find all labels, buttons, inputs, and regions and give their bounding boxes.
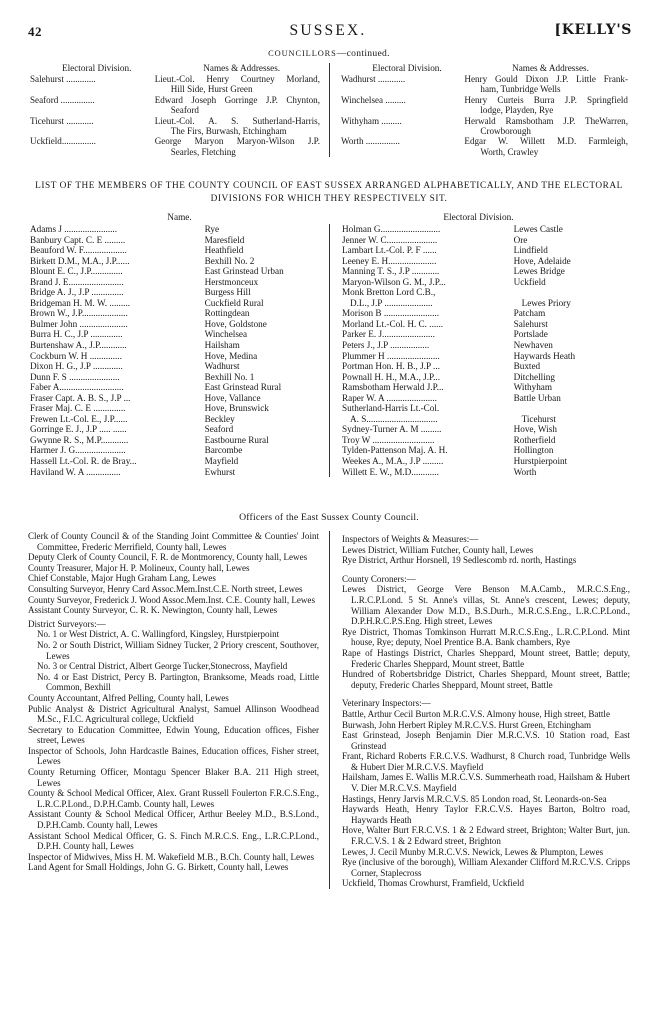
councillor-division: Ticehurst ............	[30, 115, 94, 126]
member-electoral-division: Lindfield	[513, 245, 548, 256]
member-name: Troy W ...........................	[342, 434, 435, 445]
member-electoral-division: Rottingdean	[204, 308, 250, 319]
member-name: A. S...............................	[350, 413, 438, 424]
councillor-address-line2: Hill Side, Hurst Green	[170, 84, 253, 95]
member-name: Frewen Lt.-Col. E., J.P......	[30, 413, 128, 424]
officer-entry: County Treasurer, Major H. P. Molineux, County hall, Lewes	[28, 562, 250, 573]
page-folio: 42	[28, 24, 42, 39]
officer-entry: Assistant School Medical Officer, G. S. Finch M.R.C.S. Eng., L.R.C.P.Lond., D.P.H. County hall, Lewes	[28, 830, 319, 852]
officer-entry: No. 4 or East District, Percy B. Partington, Branksome, Meads road, Little Common, Bexhill	[37, 671, 319, 693]
header-electoral-division: Electoral Division.	[443, 213, 514, 223]
header-electoral-division: Electoral Division.	[372, 63, 442, 73]
officer-entry: Hove, Walter Burt F.R.C.V.S. 1 & 2 Edward street, Brighton; Walter Burt, jun. F.R.C.V.S. 1 & 2 Edward street, Brighton	[342, 825, 630, 847]
member-electoral-division: Beckley	[204, 413, 235, 424]
officer-entry: East Grinstead, Joseph Benjamin Dier M.R.C.V.S. 10 Station road, East Grinstead	[342, 730, 630, 751]
member-name: Jenner W. C......................	[342, 234, 438, 245]
member-electoral-division: Ticehurst	[521, 413, 556, 424]
member-name: Lambart Lt.-Col. P. F ......	[342, 245, 437, 256]
officer-entry: Burwash, John Herbert Ripley M.R.C.V.S. Hurst Green, Etchingham	[342, 719, 592, 730]
member-electoral-division: Ditchelling	[513, 371, 555, 382]
member-electoral-division: Seaford	[204, 424, 234, 435]
member-name: Fraser Capt. A. B. S., J.P ...	[30, 392, 131, 403]
member-entry	[342, 224, 628, 235]
councillor-division: Winchelsea .........	[341, 94, 406, 105]
member-entry	[30, 445, 321, 456]
officer-entry: Consulting Surveyor, Henry Card Assoc.Mem.Inst.C.E. North street, Lewes	[28, 583, 303, 594]
officer-entry: Clerk of County Council & of the Standing Joint Committee & Counties' Joint Committee, Frederic Merrifield, County hall, Lewes	[28, 531, 319, 552]
member-entry	[342, 424, 628, 435]
officers-group-heading: District Surveyors:—	[28, 618, 106, 629]
member-entry	[342, 361, 628, 372]
member-name: Leeney E. H.....................	[342, 255, 437, 266]
member-entry	[30, 435, 321, 446]
officer-entry: No. 1 or West District, A. C. Wallingford, Kingsley, Hurstpierpoint	[37, 629, 280, 640]
member-name: Dunn F. S ......................	[30, 371, 120, 382]
officer-entry: County & School Medical Officer, Alex. Grant Russell Foulerton F.R.C.S.Eng., L.R.C.P.Lond., D.P.H.Camb. County hall, Lewes	[28, 788, 319, 809]
councillor-entry	[341, 136, 628, 157]
member-entry	[342, 382, 628, 393]
councillor-address-line2: Seaford	[170, 105, 199, 116]
member-name: Dixon H. G., J.P .............	[30, 361, 123, 372]
councillor-division: Wadhurst ............	[341, 74, 406, 84]
member-name: Gorringe E. J., J.P ..... ......	[30, 424, 127, 435]
councillor-address-line2: Worth, Crawley	[480, 146, 539, 157]
member-entry	[30, 424, 321, 435]
officer-entry: Frant, Richard Roberts F.R.C.V.S. Wadhurst, 8 Church road, Tunbridge Wells & Hubert Dier M.R.C.V.S. Mayfield	[342, 751, 630, 772]
officers-column-left	[28, 531, 329, 889]
officer-entry: County Surveyor, Frederick J. Wood Assoc.Mem.Inst. C.E. County hall, Lewes	[28, 594, 315, 605]
councillor-address-line2: Crowborough	[480, 126, 531, 137]
member-entry	[342, 372, 628, 383]
officer-entry: No. 2 or South District, William Sidney Tucker, 2 Priory crescent, Southover, Lewes	[37, 639, 319, 661]
member-name: D.L., J.P .....................	[350, 297, 433, 308]
councillor-division: Uckfield...............	[30, 136, 96, 147]
member-entry	[342, 235, 628, 246]
member-name: Burra H. C., J.P ..............	[30, 329, 123, 340]
member-electoral-division: Uckfield	[513, 276, 546, 287]
members-column-headers	[30, 213, 628, 223]
councillor-division: Salehurst .............	[30, 74, 96, 84]
member-name: Maryon-Wilson G. M., J.P...	[342, 276, 446, 287]
member-entry	[30, 277, 321, 288]
councillor-entry	[341, 74, 628, 95]
member-electoral-division: Maresfield	[204, 234, 245, 245]
officers-group-heading: County Coroners:—	[342, 573, 416, 584]
councillors-label: COUNCILLORS	[268, 49, 337, 58]
member-name: Birkett D.M., M.A., J.P......	[30, 255, 130, 266]
member-electoral-division: Barcombe	[204, 445, 243, 456]
member-entry	[342, 277, 628, 288]
member-name: Raper W. A ......................	[342, 392, 437, 403]
member-entry	[342, 266, 628, 277]
member-name: Monk Bretton Lord C.B.,	[342, 287, 436, 298]
officer-entry: Haywards Heath, Henry Taylor F.R.C.V.S. Hayes Barton, Boltro road, Haywards Heath	[342, 804, 630, 825]
member-entry	[342, 245, 628, 256]
member-entry	[342, 287, 628, 298]
member-entry	[30, 351, 321, 362]
member-electoral-division: Battle Urban	[513, 392, 561, 403]
councillor-division: Worth ...............	[341, 136, 400, 147]
officer-entry: Deputy Clerk of County Council, F. R. de Montmorency, County hall, Lewes	[28, 552, 308, 563]
member-entry	[342, 298, 628, 309]
councillor-division: Withyham .........	[341, 115, 402, 126]
councillor-entry	[30, 74, 320, 95]
officer-entry: Rye (inclusive of the borough), William Alexander Clifford M.R.C.V.S. Cripps Corner, Staplecross	[342, 857, 630, 878]
member-electoral-division: Portslade	[513, 329, 548, 340]
member-entry	[30, 372, 321, 383]
member-entry	[342, 351, 628, 362]
member-name: Parker E. J.......................	[342, 329, 435, 340]
officer-entry: Inspector of Midwives, Miss H. M. Wakefield M.B., B.Ch. County hall, Lewes	[28, 851, 315, 862]
councillor-address: Edgar W. Willett M.D. Farmleigh, Worth, Crawley	[464, 136, 628, 157]
members-list-heading-line1: LIST OF THE MEMBERS OF THE COUNTY COUNCIL OF EAST SUSSEX ARRANGED ALPHABETICALLY, AND THE ELECTORAL	[35, 181, 623, 191]
member-electoral-division: Bexhill No. 2	[204, 255, 255, 266]
officers-column-right	[329, 531, 630, 889]
member-name: Morland Lt.-Col. H. C. ......	[342, 318, 444, 329]
member-name: Brand J. E........................	[30, 276, 124, 287]
member-name: Sydney-Turner A. M .........	[342, 424, 442, 435]
members-list-heading	[30, 180, 628, 206]
member-entry	[30, 298, 321, 309]
member-name: Plummer H .......................	[342, 350, 440, 361]
councillor-entry	[30, 95, 320, 116]
officers-group-heading: Veterinary Inspectors:—	[342, 698, 431, 709]
member-electoral-division: Patcham	[513, 308, 546, 319]
officers-section-title: Officers of the East Sussex County Council.	[239, 512, 419, 523]
member-name: Bridgeman H. M. W. .........	[30, 297, 131, 308]
member-electoral-division: Winchelsea	[204, 329, 248, 340]
officers-group-gap	[342, 690, 630, 695]
officer-entry: County Accountant, Alfred Pelling, County hall, Lewes	[28, 692, 229, 703]
member-electoral-division: Hove, Adelaide	[513, 255, 571, 266]
member-electoral-division: Wadhurst	[204, 361, 240, 372]
member-name: Brown W., J.P....................	[30, 308, 128, 319]
member-electoral-division: Rye	[204, 224, 220, 234]
member-electoral-division: East Grinstead Rural	[204, 382, 282, 393]
councillor-entry	[30, 136, 320, 157]
officer-entry: Lewes District, William Futcher, County hall, Lewes	[342, 544, 534, 555]
member-entry	[342, 329, 628, 340]
officer-entry: Rape of Hastings District, Charles Sheppard, Mount street, Battle; deputy, Frederic Charles Sheppard, Mount street, Battle	[342, 647, 630, 669]
councillor-address: Lieut.-Col. A. S. Sutherland-Harris, The Firs, Burwash, Etchingham	[154, 115, 320, 137]
member-electoral-division: Cuckfield Rural	[204, 297, 264, 308]
member-entry	[342, 340, 628, 351]
member-entry	[30, 361, 321, 372]
member-entry	[342, 308, 628, 319]
member-name: Fraser Maj. C. E ..............	[30, 403, 126, 414]
header-names-addresses: Names & Addresses.	[203, 63, 281, 73]
member-electoral-division: Bexhill No. 1	[204, 371, 255, 382]
member-entry	[30, 224, 321, 235]
member-electoral-division: Withyham	[513, 382, 553, 393]
councillors-column-left	[30, 63, 329, 157]
councillors-column-headers-left	[30, 63, 320, 73]
member-name: Burtenshaw A., J.P............	[30, 340, 127, 351]
officer-entry: Chief Constable, Major Hugh Graham Lang, Lewes	[28, 573, 216, 584]
member-electoral-division: Buxted	[513, 361, 541, 372]
member-name: Banbury Capt. C. E .........	[30, 234, 126, 245]
member-entry	[30, 393, 321, 404]
member-name: Sutherland-Harris Lt.-Col.	[342, 403, 440, 414]
councillor-address: Lieut.-Col. Henry Courtney Morland, Hill Side, Hurst Green	[154, 74, 320, 95]
member-name: Faber A............................	[30, 382, 124, 393]
member-entry	[30, 403, 321, 414]
member-electoral-division: Newhaven	[513, 340, 553, 351]
member-electoral-division: Hurstpierpoint	[513, 456, 568, 467]
councillor-address-line2: ham, Tunbridge Wells	[480, 84, 561, 95]
member-electoral-division: Salehurst	[513, 318, 548, 329]
member-entry	[30, 319, 321, 330]
member-entry	[30, 382, 321, 393]
officer-entry: Land Agent for Small Holdings, John G. G. Birkett, County hall, Lewes	[28, 862, 289, 873]
officer-entry: Uckfield, Thomas Crowhurst, Framfield, Uckfield	[342, 878, 524, 889]
member-electoral-division: Lewes Castle	[513, 224, 563, 234]
member-entry	[30, 329, 321, 340]
member-entry	[342, 456, 628, 467]
member-name: Hassell Lt.-Col. R. de Bray...	[30, 456, 137, 467]
member-name: Willett E. W., M.D............	[342, 466, 439, 477]
officer-entry: Rye District, Arthur Horsnell, 19 Sedlescomb rd. north, Hastings	[342, 555, 577, 566]
officer-entry: No. 3 or Central District, Albert George Tucker,Stonecross, Mayfield	[37, 661, 288, 672]
member-electoral-division: Hove, Wish	[513, 424, 557, 435]
officer-entry: Lewes District, George Vere Benson M.A.Camb., M.R.C.S.Eng., L.R.C.P.Lond. 5 St. Anne's villas, St. Anne's crescent, Lewes; deputy, William Alexander Dow M.D., B.S.Durh., M.R.C.S.Eng., L.R.C.P.Lond., D.P.H.R.C.P.S.Eng. High street, Lewes	[342, 584, 630, 627]
member-entry	[30, 245, 321, 256]
member-name: Portman Hon. H. B., J.P ...	[342, 361, 440, 372]
councillor-address-line2: Searles, Fletching	[170, 146, 236, 157]
member-electoral-division: Ewhurst	[204, 466, 236, 477]
member-electoral-division: Lewes Priory	[521, 297, 571, 308]
councillors-continued-suffix: —continued.	[336, 48, 390, 59]
member-entry	[30, 235, 321, 246]
councillor-division: Seaford ...............	[30, 94, 95, 105]
officer-entry: Lewes, J. Cecil Munby M.R.C.V.S. Newick, Lewes & Plumpton, Lewes	[342, 846, 604, 857]
councillor-address: Henry Curteis Burra J.P. Springfield lodge, Playden, Rye	[464, 94, 628, 116]
officers-group-heading: Inspectors of Weights & Measures:—	[342, 534, 479, 544]
officer-entry: Assistant County & School Medical Officer, Arthur Beeley M.D., B.S.Lond., D.P.H.Camb. County hall, Lewes	[28, 809, 319, 831]
councillors-column-right	[329, 63, 628, 157]
member-name: Blount E. C., J.P..............	[30, 266, 123, 277]
member-name: Manning T. S., J.P ............	[342, 266, 440, 277]
member-electoral-division: Lewes Bridge	[513, 266, 565, 277]
publisher-mark: [KELLY'S	[554, 22, 632, 38]
member-name: Adams J .......................	[30, 224, 118, 234]
member-entry	[30, 308, 321, 319]
councillor-entry	[341, 95, 628, 116]
member-electoral-division: Worth	[513, 466, 537, 477]
member-name: Tylden-Pattenson Maj. A. H.	[342, 445, 448, 456]
councillor-address-line2: The Firs, Burwash, Etchingham	[170, 126, 287, 137]
officer-entry: Assistant County Surveyor, C. R. K. Newington, County hall, Lewes	[28, 605, 278, 616]
member-entry	[342, 445, 628, 456]
councillors-column-headers-right	[341, 63, 628, 73]
member-name: Gwynne R. S., M.P............	[30, 434, 129, 445]
member-electoral-division: Ore	[513, 234, 528, 245]
member-entry	[342, 256, 628, 267]
member-electoral-division: Heathfield	[204, 245, 244, 256]
officer-entry: Battle, Arthur Cecil Burton M.R.C.V.S. Almony house, High street, Battle	[342, 708, 610, 719]
member-electoral-division: Mayfield	[204, 456, 239, 467]
member-entry	[342, 319, 628, 330]
member-electoral-division: Herstmonceux	[204, 276, 259, 287]
member-electoral-division: Hailsham	[204, 340, 240, 351]
member-electoral-division: Rotherfield	[513, 434, 556, 445]
officer-entry: Hastings, Henry Jarvis M.R.C.V.S. 85 London road, St. Leonards-on-Sea	[342, 793, 607, 804]
member-electoral-division: Eastbourne Rural	[204, 434, 269, 445]
member-entry	[342, 435, 628, 446]
officers-section	[28, 512, 630, 889]
officer-entry: Hailsham, James E. Wallis M.R.C.V.S. Summerheath road, Hailsham & Hubert V. Dier M.R.C.V.S. Mayfield	[342, 772, 630, 794]
councillor-address-line2: lodge, Playden, Rye	[480, 105, 554, 116]
page-title: SUSSEX.	[289, 22, 367, 39]
member-entry	[30, 287, 321, 298]
member-entry	[342, 414, 628, 425]
officer-entry: Secretary to Education Committee, Edwin Young, Education offices, Fisher street, Lewes	[28, 724, 319, 746]
member-name: Haviland W. A ...............	[30, 466, 121, 477]
member-entry	[30, 266, 321, 277]
header-name: Name.	[167, 213, 192, 223]
member-entry	[342, 393, 628, 404]
header-electoral-division: Electoral Division.	[61, 63, 132, 73]
member-entry	[30, 340, 321, 351]
member-name: Bridge A. J., J.P ..............	[30, 287, 124, 298]
member-entry	[342, 403, 628, 414]
councillor-address: Herwald Ramsbotham J.P. TheWarren, Crowborough	[464, 115, 628, 137]
officer-entry: Public Analyst & District Agricultural Analyst, Samuel Allinson Woodhead M.Sc., F.I.C. Agricultural college, Uckfield	[28, 703, 319, 725]
councillor-entry	[341, 116, 628, 137]
member-name: Morison B ........................	[342, 308, 439, 319]
officers-group-gap	[342, 566, 630, 571]
member-name: Harmer J. G......................	[30, 445, 126, 456]
officer-entry: Hundred of Robertsbridge District, Charles Sheppard, Mount street, Battle; deputy, Frederic Charles Sheppard, Mount street, Battle	[342, 669, 630, 690]
member-electoral-division: Hove, Brunswick	[204, 403, 269, 414]
members-column-right	[329, 224, 628, 477]
officer-entry: County Returning Officer, Montagu Spencer Blaker B.A. 211 High street, Lewes	[28, 767, 319, 788]
councillors-section	[30, 48, 628, 157]
member-name: Bulmer John .....................	[30, 318, 128, 329]
councillors-continued-heading	[30, 48, 628, 59]
member-name: Ramsbotham Herwald J.P...	[342, 382, 444, 393]
member-electoral-division: Hove, Goldstone	[204, 318, 267, 329]
member-electoral-division: Hollington	[513, 445, 554, 456]
member-entry	[342, 467, 628, 478]
officer-entry: Rye District, Thomas Tomkinson Hurratt M.R.C.S.Eng., L.R.C.P.Lond. Mint house, Rye; deputy, Noel Prentice B.A. Bank chambers, Rye	[342, 626, 630, 648]
member-name: Beauford W. F...................	[30, 245, 127, 256]
member-name: Weekes A., M.A., J.P .........	[342, 456, 444, 467]
member-electoral-division: Hove, Vallance	[204, 392, 261, 403]
member-electoral-division: Burgess Hill	[204, 287, 251, 298]
officer-entry: Inspector of Schools, John Hardcastle Baines, Education offices, Fisher street, Lewes	[28, 745, 319, 767]
member-electoral-division: Hove, Medina	[204, 350, 258, 361]
member-name: Holman G..........................	[342, 224, 441, 234]
councillor-address: George Maryon Maryon-Wilson J.P. Searles, Fletching	[154, 136, 320, 157]
members-column-left	[30, 224, 329, 477]
members-list-heading-line2: DIVISIONS FOR WHICH THEY RESPECTIVELY SIT.	[210, 194, 448, 204]
councillor-entry	[30, 116, 320, 137]
member-name: Peters J., J.P .................	[342, 340, 430, 351]
members-list-section	[30, 180, 628, 477]
member-entry	[30, 456, 321, 467]
councillor-address: Henry Gould Dixon J.P. Little Frank- ham, Tunbridge Wells	[464, 74, 628, 95]
member-name: Cockburn W. H ..............	[30, 350, 122, 361]
member-entry	[30, 414, 321, 425]
councillor-address: Edward Joseph Gorringe J.P. Chynton, Seaford	[154, 94, 320, 116]
header-names-addresses: Names & Addresses.	[512, 63, 589, 73]
member-entry	[30, 256, 321, 267]
member-electoral-division: East Grinstead Urban	[204, 266, 284, 277]
member-electoral-division: Haywards Heath	[513, 350, 576, 361]
member-entry	[30, 467, 321, 478]
running-head	[28, 22, 632, 44]
member-name: Pownall H. H., M.A., J.P...	[342, 371, 441, 382]
